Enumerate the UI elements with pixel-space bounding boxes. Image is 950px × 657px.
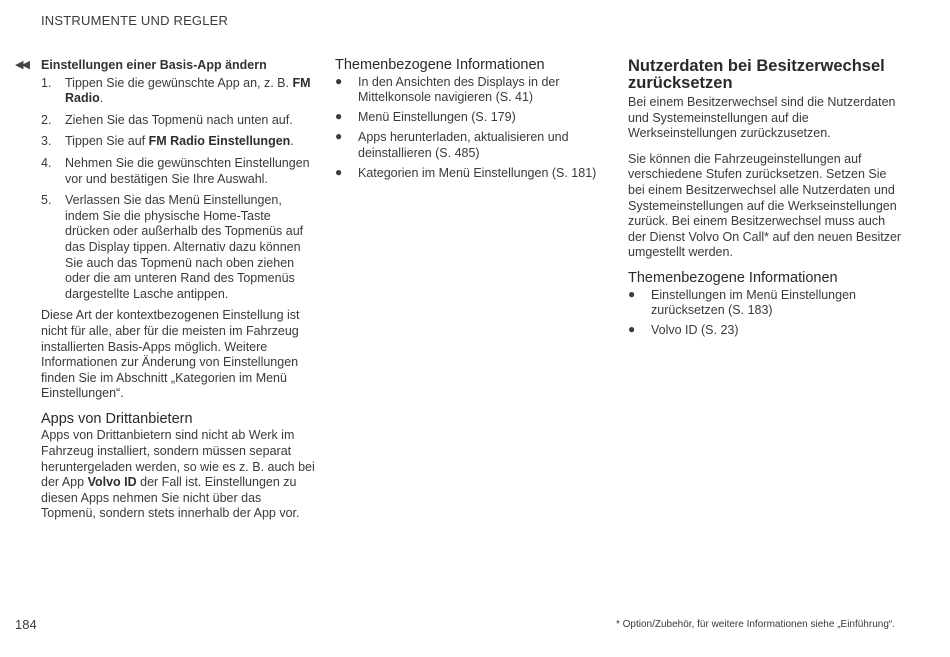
steps-list	[41, 76, 315, 303]
bullet-icon: ●	[335, 73, 343, 88]
page-number: 184	[15, 617, 37, 632]
continuation-heading	[15, 58, 315, 74]
step-text: Verlassen Sie das Menü Einstellungen, indem Sie die physische Home-Taste drücken oder außerhalb des Topmenüs auf das Display tippen. Alternativ dazu können Sie auch das Topmenü nach oben ziehen oder die am unteren Rand des Topmenüs dargestellte Lasche antippen.	[65, 193, 304, 301]
section-title: Nutzerdaten bei Besitzerwechsel zurücksetzen	[628, 57, 885, 92]
related-link-text: Kategorien im Menü Einstellungen (S. 181)	[358, 166, 597, 181]
related-link-text: Apps herunterladen, aktualisieren und deinstallieren (S. 485)	[358, 130, 569, 160]
related-link[interactable]	[628, 288, 903, 319]
step-text: Tippen Sie die gewünschte App an, z. B.	[65, 75, 293, 90]
step-text: Ziehen Sie das Topmenü nach unten auf.	[65, 112, 293, 127]
step-number: 2.	[41, 112, 52, 127]
step-number: 4.	[41, 155, 52, 170]
step-text-end: .	[99, 91, 104, 106]
right-column	[628, 58, 903, 343]
step-text: Nehmen Sie die gewünschten Einstellungen vor und bestätigen Sie Ihre Auswahl.	[65, 155, 310, 186]
bullet-icon: ●	[335, 129, 343, 144]
section-intro: Bei einem Besitzerwechsel sind die Nutzerdaten und Systemeinstellungen auf die Werkseinstellungen zurückzusetzen.	[628, 95, 896, 141]
step-item	[41, 113, 315, 129]
left-column	[15, 58, 315, 528]
related-link[interactable]	[335, 130, 605, 161]
step-ui-label: FM Radio	[65, 75, 311, 106]
step-ui-label: FM Radio Einstellungen	[148, 134, 291, 149]
third-party-heading: Apps von Drittanbietern	[41, 410, 193, 427]
volvo-id-label: Volvo ID	[87, 475, 137, 490]
related-link-text: Menü Einstellungen (S. 179)	[358, 110, 516, 125]
step-text-end: .	[290, 134, 294, 149]
related-link[interactable]	[335, 110, 605, 126]
third-party-text-end: der Fall ist. Einstellungen zu diesen Apps nehmen Sie nicht über das Topmenü, sondern stets innerhalb der App vor.	[41, 475, 300, 521]
bullet-icon: ●	[628, 322, 636, 337]
section-paragraph: Sie können die Fahrzeugeinstellungen auf verschiedene Stufen zurücksetzen. Setzen Sie bei einem Besitzerwechsel alle Nutzerdaten und Systemeinstellungen auf die Werkseinstellungen zurück. Bei einem Besitzerwechsel muss auch der Dienst Volvo On Call* auf den neuen Besitzer umgestellt werden.	[628, 151, 902, 260]
step-item	[41, 76, 315, 107]
related-link-text: Volvo ID (S. 23)	[651, 323, 739, 338]
related-link-text: In den Ansichten des Displays in der Mittelkonsole navigieren (S. 41)	[358, 74, 560, 105]
continuation-title: Einstellungen einer Basis-App ändern	[41, 58, 267, 72]
related-link-text: Einstellungen im Menü Einstellungen zurücksetzen (S. 183)	[651, 287, 856, 318]
bullet-icon: ●	[335, 165, 343, 180]
related-link[interactable]	[335, 166, 605, 182]
step-number: 5.	[41, 193, 52, 208]
running-header: INSTRUMENTE UND REGLER	[41, 13, 229, 28]
related-info-heading: Themenbezogene Informationen	[335, 57, 545, 73]
step-text: Tippen Sie auf	[65, 134, 149, 149]
continuation-icon: ◀◀	[15, 59, 28, 71]
related-link[interactable]	[628, 323, 903, 339]
related-link[interactable]	[335, 75, 605, 106]
bullet-icon: ●	[628, 286, 636, 301]
step-item	[41, 134, 315, 150]
step-number: 1.	[41, 75, 52, 90]
related-links-list	[335, 75, 605, 182]
step-item	[41, 193, 315, 302]
third-party-paragraph	[41, 428, 315, 522]
bullet-icon: ●	[335, 109, 343, 124]
step-item	[41, 156, 315, 187]
third-party-text: Apps von Drittanbietern sind nicht ab Werk im Fahrzeug installiert, sondern müssen separat heruntergeladen werden, so wie es z. B. auch bei der App	[41, 428, 315, 490]
related-links-list	[628, 288, 903, 339]
footnote: * Option/Zubehör, für weitere Informationen siehe „Einführung“.	[615, 619, 895, 630]
context-settings-paragraph: Diese Art der kontextbezogenen Einstellung ist nicht für alle, aber für die meisten im Fahrzeug installierten Basis-Apps möglich. Weitere Informationen zur Änderung von Einstellungen finden Sie im Abschnitt „Kategorien im Menü Einstellungen“.	[41, 308, 300, 401]
middle-column	[335, 58, 605, 186]
related-info-heading: Themenbezogene Informationen	[628, 269, 838, 286]
step-number: 3.	[41, 134, 52, 149]
